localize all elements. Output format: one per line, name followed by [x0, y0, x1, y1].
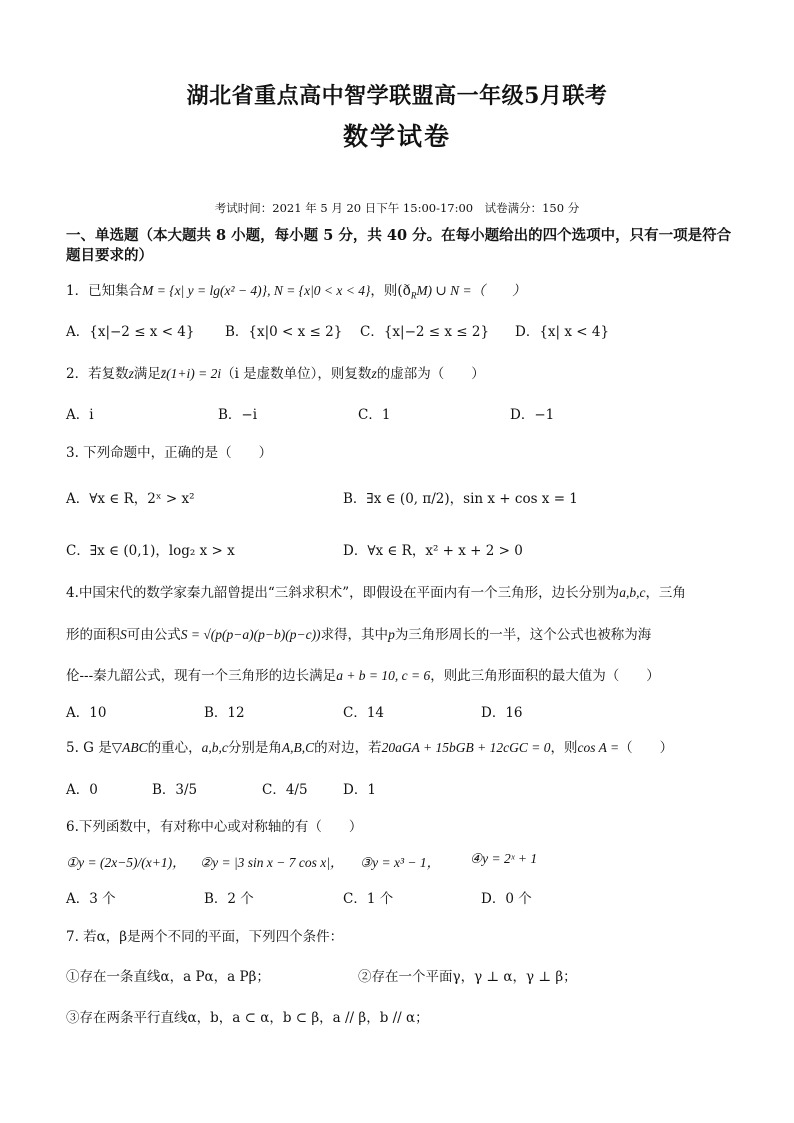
q5-option-c: C．4/5	[262, 782, 308, 798]
q5-triangle: ▽ABC	[111, 740, 148, 755]
q5-vector-eq: 20aGA + 15bGB + 12cGC = 0	[381, 740, 551, 755]
q5-angles: A,B,C	[281, 740, 315, 755]
q4-option-b: B．12	[204, 705, 245, 721]
q5-stem-d: 的对边，若	[314, 740, 382, 756]
q6-function-2: ②y = |3 sin x − 7 cos x|，	[200, 855, 344, 870]
exam-title: 湖北省重点高中智学联盟高一年级5月联考	[186, 83, 608, 109]
q4-line3-b: ，则此三角形面积的最大值为（ ）	[430, 668, 660, 684]
q4-line2-d: 为三角形周长的一半，这个公式也被称为海	[394, 627, 652, 643]
q2-option-c: C．1	[358, 407, 391, 423]
q6-option-a: A．3 个	[66, 891, 116, 907]
q5-stem-b: 的重心，	[147, 740, 202, 756]
q5-stem-e: ，则	[550, 740, 578, 756]
q5-sides: a,b,c	[201, 740, 228, 755]
q4-sides: a,b,c	[619, 585, 646, 600]
q4-heron-formula: S = √(p(p−a)(p−b)(p−c))	[180, 627, 321, 642]
question-7-stem: 7. 若α，β是两个不同的平面，下列四个条件：	[66, 929, 344, 945]
q3-option-b: B．∃x ∈ (0, π/2)，sin x + cos x = 1	[343, 491, 578, 507]
q1-stem-b: ，则(ð	[370, 283, 411, 299]
exam-info: 考试时间：2021 年 5 月 20 日下午 15:00-17:00 试卷满分：150 分	[214, 201, 580, 215]
q5-option-a: A．0	[66, 782, 98, 798]
q2-option-d: D．−1	[510, 407, 555, 423]
q2-expr: z̄(1+i) = 2i	[160, 366, 222, 381]
question-5-stem	[66, 736, 673, 756]
q1-option-a: A．{x|−2 ≤ x < 4}	[66, 324, 195, 340]
q4-option-d: D．16	[481, 705, 523, 721]
q1-set-def: M = {x| y = lg(x² − 4)}, N = {x|0 < x < 4}	[142, 283, 371, 298]
q7-condition-3: ③存在两条平行直线α，b，a ⊂ α，b ⊂ β，a // β，b // α；	[66, 1010, 429, 1026]
q4-option-a: A．10	[66, 705, 107, 721]
question-4-line-3	[66, 664, 660, 684]
q4-option-c: C．14	[343, 705, 385, 721]
subject-title: 数学试卷	[342, 122, 451, 151]
question-4-line-1	[66, 581, 686, 601]
q1-subscript-r: R	[410, 290, 417, 301]
q5-option-d: D．1	[343, 782, 376, 798]
q6-option-b: B．2 个	[204, 891, 254, 907]
q1-option-b: B．{x|0 < x ≤ 2}	[225, 324, 343, 340]
q2-stem-d: 的虚部为（ ）	[376, 366, 485, 382]
q6-option-c: C．1 个	[343, 891, 394, 907]
q4-condition: a + b = 10, c = 6	[336, 668, 431, 683]
question-2-stem	[66, 362, 485, 382]
q4-line2-b: 可由公式	[126, 627, 181, 643]
q1-option-d: D．{x| x < 4}	[515, 324, 610, 340]
q2-option-b: B．−i	[218, 407, 258, 423]
q6-function-3: ③y = x³ − 1，	[360, 855, 441, 870]
q3-option-c: C．∃x ∈ (0,1)，log₂ x > x	[66, 543, 235, 559]
q1-option-c: C．{x|−2 ≤ x ≤ 2}	[360, 324, 490, 340]
question-3-stem: 3. 下列命题中，正确的是（ ）	[66, 445, 273, 461]
q2-z: z	[128, 366, 134, 381]
section-heading: 一、单选题（本大题共 8 小题，每小题 5 分，共 40 分。在每小题给出的四个选项中，只有一项是符合题目要求的）	[66, 227, 732, 264]
q5-stem-f: （ ）	[619, 740, 674, 756]
q4-line1-c: ，三角	[645, 585, 686, 601]
q4-line1-a: 4.中国宋代的数学家秦九韶曾提出“三斜求积术”，即假设在平面内有一个三角形，边长分别为	[66, 585, 620, 601]
q2-stem-c: （i 是虚数单位），则复数	[221, 366, 372, 382]
q3-option-d: D．∀x ∈ R，x² + x + 2 > 0	[343, 543, 523, 559]
q6-function-1: ①y = (2x−5)/(x+1)，	[66, 855, 186, 870]
q5-stem-a: 5. G 是	[66, 740, 112, 756]
q4-s: S	[120, 627, 127, 642]
q2-option-a: A．i	[66, 407, 94, 423]
q2-stem-b: 满足	[133, 366, 161, 382]
q4-p: p	[388, 627, 395, 642]
q6-option-d: D．0 个	[481, 891, 532, 907]
question-4-line-2	[66, 623, 651, 643]
question-6-stem: 6.下列函数中，有对称中心或对称轴的有（ ）	[66, 819, 363, 835]
q1-stem-a: 1．已知集合	[66, 283, 143, 299]
q5-stem-c: 分别是角	[227, 740, 282, 756]
q5-option-b: B．3/5	[152, 782, 198, 798]
q2-stem-a: 2．若复数	[66, 366, 129, 382]
q6-function-4: ④y = 2ˣ + 1	[470, 851, 538, 866]
q7-condition-2: ②存在一个平面γ，γ ⊥ α，γ ⊥ β；	[358, 969, 577, 985]
q2-z2: z	[371, 366, 377, 381]
q4-line2-a: 形的面积	[66, 627, 120, 643]
q7-condition-1: ①存在一条直线α，a Pα，a Pβ；	[66, 969, 270, 985]
q4-line3-a: 伦---秦九韶公式，现有一个三角形的边长满足	[66, 668, 337, 684]
q1-stem-c: M) ∪ N =（ ）	[416, 283, 526, 298]
question-1-stem	[66, 279, 526, 301]
q3-option-a: A．∀x ∈ R，2ˣ > x²	[66, 491, 195, 507]
q5-cos: cos A =	[577, 740, 620, 755]
q4-line2-c: 求得，其中	[320, 627, 389, 643]
